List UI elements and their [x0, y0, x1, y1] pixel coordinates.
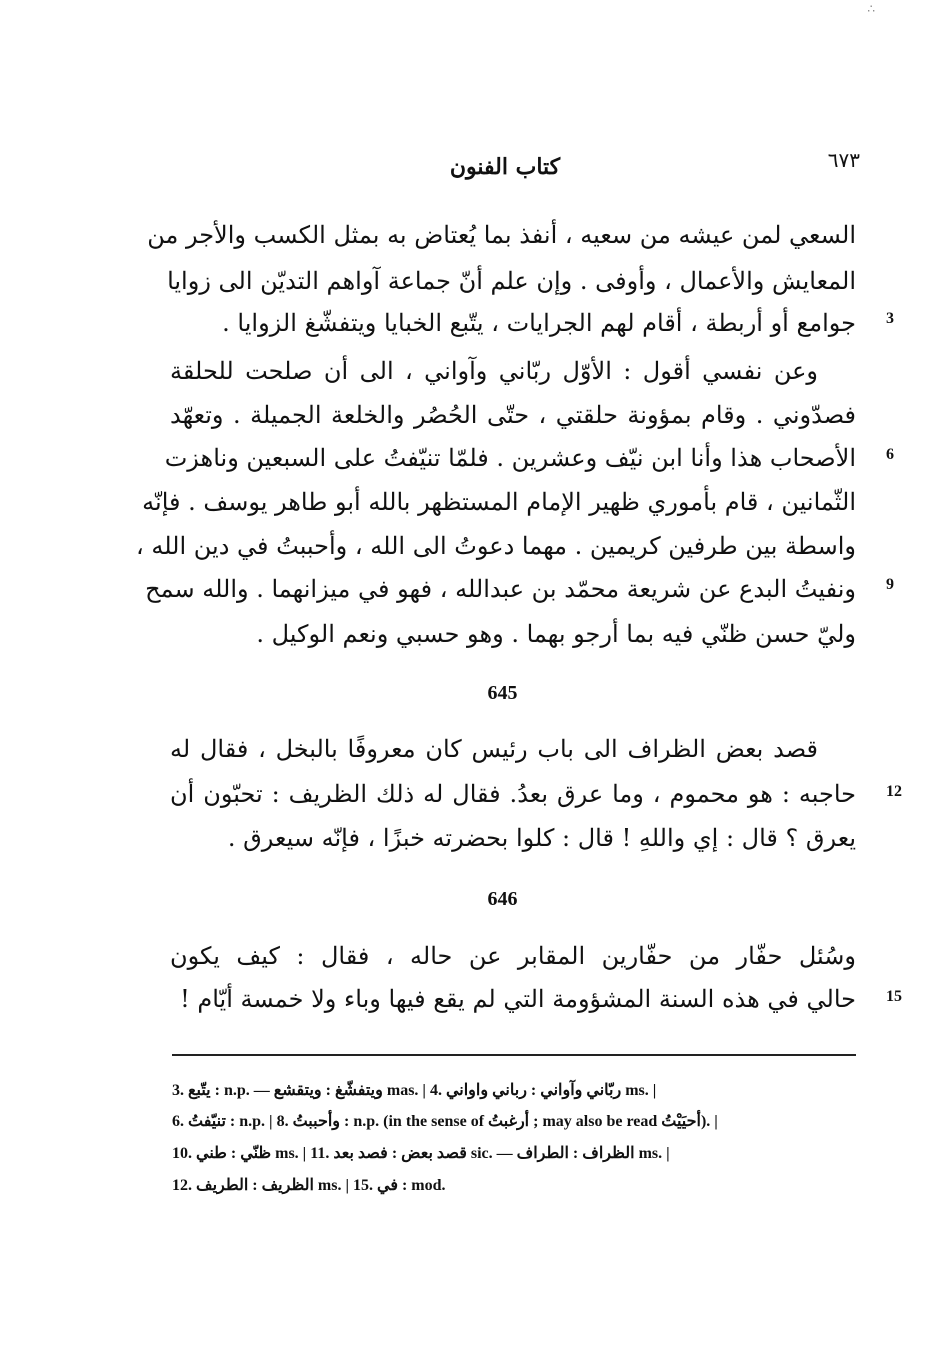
body-line: وعن نفسي أقول : الأوّل ربّاني وآواني ، الى أن صلحت للحلقة — [170, 357, 818, 385]
page-number: ٦٧٣ — [827, 148, 860, 172]
line-number: 6 — [886, 446, 894, 463]
footnote-line: 12. الظريف : الطريف ms. | 15. في : mod. — [172, 1177, 446, 1194]
line-number: 9 — [886, 576, 894, 593]
footnote-line: 3. يتّبع : n.p. — ويتفشّغ : ويتقشع mas. | 4. ربّاني وآواني : رباني واواني ms. | — [172, 1082, 657, 1099]
body-line: جوامع أو أربطة ، أقام لهم الجرايات ، يتّبع الخبايا ويتفشّغ الزوايا . — [222, 309, 856, 337]
body-line: قصد بعض الظراف الى باب رئيس كان معروفًا بالبخل ، فقال له — [170, 735, 819, 763]
body-line: فصدّوني . وقام بمؤونة حلقتي ، حتّى الحُصُر والخلعة الجميلة . وتعهّد — [170, 401, 856, 429]
body-line: يعرق ؟ قال : إي واللهِ ! قال : كلوا بحضرته خبزًا ، فإنّه سيعرق . — [227, 824, 856, 852]
body-line: واسطة بين طرفين كريمين . مهما دعوتُ الى الله ، وأحببتُ في دين الله ، — [135, 532, 856, 560]
section-number: 645 — [487, 682, 518, 704]
running-title: كتاب الفنون — [449, 154, 561, 180]
line-number: 15 — [886, 988, 902, 1005]
body-line: ونفيتُ البدع عن شريعة محمّد بن عبدالله ، فهو في ميزانهما . والله سمح — [145, 575, 856, 603]
body-line: السعي لمن عيشه من سعيه ، أنفذ بما يُعتاض به بمثل الكسب والأجر من — [147, 221, 856, 249]
footnote-rule — [172, 1054, 856, 1056]
body-line: حالي في هذه السنة المشؤومة التي لم يقع فيها وباء ولا خمسة أيّام ! — [180, 985, 856, 1013]
footnote-line: 6. تنيّفتُ : n.p. | 8. وأحببتُ : n.p. (in the sense of أرغبتُ ; may also be read أحيَيْتُ). | — [172, 1113, 718, 1130]
paper-speck: ∴ — [867, 2, 875, 16]
body-line: وسُئل حفّار من حفّارين المقابر عن حاله ، فقال : كيف يكون — [170, 942, 856, 970]
body-line: حاجبه : هو محموم ، وما عرق بعدُ. فقال له ذلك الظريف : تحبّون أن — [170, 780, 856, 808]
body-line: المعايش والأعمال ، وأوفى . وإن علم أنّ جماعة آواهم التديّن الى زوايا — [167, 267, 856, 295]
footnote-line: 10. ظنّي : طني ms. | 11. قصد بعض : فصد بعد sic. — الظراف : الطراف ms. | — [172, 1145, 670, 1162]
line-number: 3 — [886, 310, 894, 327]
body-line: الأصحاب هذا وأنا ابن نيّف وعشرين . فلمّا تنيّفتُ على السبعين وناهزت — [164, 444, 856, 472]
body-line: الثّمانين ، قام بأموري ظهير الإمام المستظهر بالله أبو طاهر يوسف . فإنّه — [142, 488, 856, 516]
body-line: وليّ حسن ظنّي فيه بما أرجو بهما . وهو حسبي ونعم الوكيل . — [256, 620, 856, 648]
line-number: 12 — [886, 783, 902, 800]
page-header — [150, 148, 860, 188]
section-number: 646 — [487, 888, 518, 910]
